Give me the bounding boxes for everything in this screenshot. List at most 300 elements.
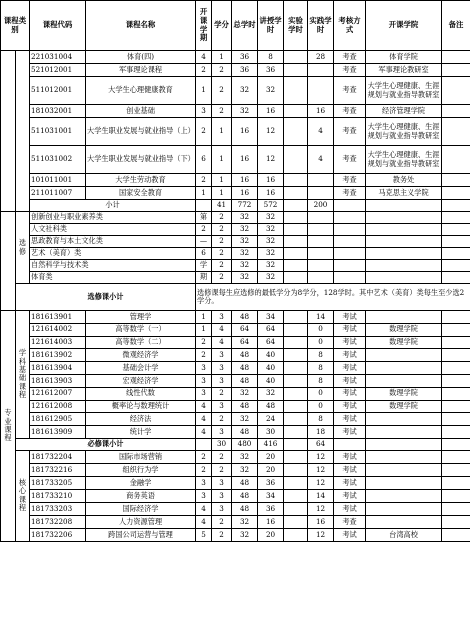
course-experiment-hours — [284, 174, 308, 187]
table-cell — [284, 236, 308, 248]
table-row — [1, 463, 470, 476]
course-name: 创业基础 — [86, 105, 196, 118]
course-credit: 2 — [212, 528, 232, 541]
category-elective: 选修 — [16, 212, 30, 284]
course-name: 国家安全教育 — [86, 187, 196, 200]
course-credit: 3 — [212, 426, 232, 439]
course-experiment-hours — [284, 349, 308, 362]
course-total-hours: 32 — [232, 77, 258, 105]
course-name: 管理学 — [86, 311, 196, 324]
course-total-hours: 32 — [232, 387, 258, 400]
course-total-hours: 64 — [232, 336, 258, 349]
course-code: 181613901 — [30, 311, 86, 324]
course-practice-hours — [308, 64, 334, 77]
table-row — [1, 362, 470, 375]
table-row — [1, 174, 470, 187]
course-lecture-hours: 20 — [258, 528, 284, 541]
course-college: 数理学院 — [366, 336, 442, 349]
course-semester: 2 — [196, 174, 212, 187]
elective-lecture: 32 — [258, 248, 284, 260]
table-cell — [334, 200, 366, 212]
elective-credit: 2 — [212, 260, 232, 272]
table-row — [1, 260, 470, 272]
table-row — [1, 336, 470, 349]
course-credit: 4 — [212, 336, 232, 349]
course-credit: 3 — [212, 349, 232, 362]
course-semester: 4 — [196, 400, 212, 413]
table-row — [1, 212, 470, 224]
course-code: 181613909 — [30, 426, 86, 439]
course-college: 军事理论教研室 — [366, 64, 442, 77]
course-college: 数理学院 — [366, 323, 442, 336]
table-cell — [334, 248, 366, 260]
course-name: 大学生劳动教育 — [86, 174, 196, 187]
course-code: 121614003 — [30, 336, 86, 349]
course-name: 国际市场营销 — [86, 450, 196, 463]
table-cell — [334, 236, 366, 248]
course-name: 高等数学（二） — [86, 336, 196, 349]
course-assessment: 考查 — [334, 118, 366, 146]
course-code: 181613903 — [30, 374, 86, 387]
course-experiment-hours — [284, 463, 308, 476]
course-credit: 2 — [212, 413, 232, 426]
course-practice-hours: 8 — [308, 374, 334, 387]
table-cell — [442, 248, 470, 260]
course-assessment: 考试 — [334, 400, 366, 413]
elective-item-name: 艺术（美育）类 — [30, 248, 196, 260]
course-assessment: 考试 — [334, 450, 366, 463]
table-cell — [366, 438, 442, 450]
header-assessment: 考核方式 — [334, 1, 366, 51]
course-total-hours: 48 — [232, 349, 258, 362]
course-assessment: 考试 — [334, 528, 366, 541]
foundation-subtotal-label: 必修课小计 — [16, 438, 196, 450]
table-row — [1, 387, 470, 400]
course-total-hours: 36 — [232, 51, 258, 64]
header-lecture-hours: 讲授学时 — [258, 1, 284, 51]
course-code: 181732216 — [30, 463, 86, 476]
course-total-hours: 32 — [232, 105, 258, 118]
course-code: 181032001 — [30, 105, 86, 118]
elective-credit: 2 — [212, 236, 232, 248]
table-row — [1, 224, 470, 236]
course-lecture-hours: 36 — [258, 502, 284, 515]
course-college — [366, 489, 442, 502]
course-name: 经济法 — [86, 413, 196, 426]
course-semester: 1 — [196, 187, 212, 200]
course-college: 教务处 — [366, 174, 442, 187]
course-remark — [442, 146, 470, 174]
course-practice-hours: 14 — [308, 311, 334, 324]
course-code: 511031001 — [30, 118, 86, 146]
course-practice-hours: 0 — [308, 387, 334, 400]
elective-credit: 2 — [212, 272, 232, 284]
course-credit: 2 — [212, 463, 232, 476]
course-practice-hours — [308, 187, 334, 200]
course-college — [366, 502, 442, 515]
course-remark — [442, 387, 470, 400]
elective-credit: 2 — [212, 212, 232, 224]
header-remark: 备注 — [442, 1, 470, 51]
course-total-hours: 48 — [232, 362, 258, 375]
subcategory-core: 核心课程 — [16, 450, 30, 541]
header-practice-hours: 实践学时 — [308, 1, 334, 51]
course-assessment: 考试 — [334, 362, 366, 375]
course-total-hours: 48 — [232, 476, 258, 489]
table-row — [1, 51, 470, 64]
general-subtotal-practice: 200 — [308, 200, 334, 212]
course-name: 体育(四) — [86, 51, 196, 64]
elective-note: 选修课每生应选修的最低学分为8学分，128学时。其中艺术（美育）类每生至少选2学分。 — [196, 284, 470, 311]
header-experiment-hours: 实验学时 — [284, 1, 308, 51]
elective-item-name: 体育类 — [30, 272, 196, 284]
course-total-hours: 32 — [232, 450, 258, 463]
course-experiment-hours — [284, 502, 308, 515]
course-name: 大学生职业发展与就业指导（下） — [86, 146, 196, 174]
course-credit: 2 — [212, 450, 232, 463]
course-remark — [442, 502, 470, 515]
course-remark — [442, 463, 470, 476]
elective-total: 32 — [232, 212, 258, 224]
header-college: 开课学院 — [366, 1, 442, 51]
course-experiment-hours — [284, 450, 308, 463]
course-code: 521012001 — [30, 64, 86, 77]
course-remark — [442, 400, 470, 413]
general-subtotal-experiment — [284, 200, 308, 212]
course-practice-hours: 12 — [308, 463, 334, 476]
table-cell — [308, 272, 334, 284]
course-remark — [442, 528, 470, 541]
general-subtotal-label: 小计 — [30, 200, 196, 212]
category-elective-outer — [1, 212, 16, 311]
table-cell — [308, 236, 334, 248]
table-cell — [366, 236, 442, 248]
course-credit: 3 — [212, 311, 232, 324]
course-lecture-hours: 34 — [258, 489, 284, 502]
course-lecture-hours: 20 — [258, 450, 284, 463]
elective-credit: 2 — [212, 248, 232, 260]
table-row — [1, 146, 470, 174]
course-college: 经济管理学院 — [366, 105, 442, 118]
course-assessment: 考试 — [334, 374, 366, 387]
course-semester: 3 — [196, 105, 212, 118]
course-total-hours: 32 — [232, 463, 258, 476]
table-row — [1, 105, 470, 118]
course-practice-hours: 0 — [308, 336, 334, 349]
table-row — [1, 272, 470, 284]
course-experiment-hours — [284, 336, 308, 349]
course-lecture-hours: 36 — [258, 64, 284, 77]
course-code: 221031004 — [30, 51, 86, 64]
foundation-subtotal-total: 480 — [232, 438, 258, 450]
table-cell — [196, 438, 212, 450]
course-practice-hours: 8 — [308, 349, 334, 362]
course-code: 181733210 — [30, 489, 86, 502]
elective-item-name: 思政教育与本土文化类 — [30, 236, 196, 248]
elective-semester-char: 2 — [196, 224, 212, 236]
course-semester: 4 — [196, 426, 212, 439]
course-lecture-hours: 40 — [258, 374, 284, 387]
course-college — [366, 515, 442, 528]
course-name: 大学生心理健康教育 — [86, 77, 196, 105]
course-credit: 1 — [212, 146, 232, 174]
course-assessment: 考试 — [334, 463, 366, 476]
table-cell — [334, 260, 366, 272]
table-cell — [442, 224, 470, 236]
course-remark — [442, 174, 470, 187]
course-semester: 2 — [196, 118, 212, 146]
course-college — [366, 463, 442, 476]
course-lecture-hours: 16 — [258, 105, 284, 118]
table-cell — [442, 212, 470, 224]
table-cell — [366, 224, 442, 236]
course-assessment: 考试 — [334, 426, 366, 439]
course-college: 大学生心理健康、生涯规划与就业指导教研室 — [366, 146, 442, 174]
course-credit: 2 — [212, 105, 232, 118]
table-row — [1, 77, 470, 105]
course-name: 高等数学（一） — [86, 323, 196, 336]
course-name: 商务英语 — [86, 489, 196, 502]
course-lecture-hours: 16 — [258, 515, 284, 528]
course-practice-hours: 12 — [308, 502, 334, 515]
course-name: 微观经济学 — [86, 349, 196, 362]
table-row — [1, 311, 470, 324]
course-code: 121612008 — [30, 400, 86, 413]
course-lecture-hours: 16 — [258, 187, 284, 200]
course-practice-hours — [308, 174, 334, 187]
table-cell — [366, 260, 442, 272]
table-cell — [284, 438, 308, 450]
course-total-hours: 48 — [232, 489, 258, 502]
course-college: 数理学院 — [366, 400, 442, 413]
course-practice-hours: 28 — [308, 51, 334, 64]
course-experiment-hours — [284, 146, 308, 174]
elective-item-name: 自然科学与技术类 — [30, 260, 196, 272]
course-semester: 2 — [196, 64, 212, 77]
elective-item-name: 人文社科类 — [30, 224, 196, 236]
course-semester: 2 — [196, 349, 212, 362]
elective-item-name: 创新创业与职业素养类 — [30, 212, 196, 224]
table-row — [1, 187, 470, 200]
header-credit: 学分 — [212, 1, 232, 51]
course-credit: 3 — [212, 476, 232, 489]
course-semester: 5 — [196, 528, 212, 541]
table-row — [1, 349, 470, 362]
course-lecture-hours: 24 — [258, 413, 284, 426]
elective-lecture: 32 — [258, 224, 284, 236]
course-code: 181732204 — [30, 450, 86, 463]
course-remark — [442, 476, 470, 489]
course-name: 概率论与数理统计 — [86, 400, 196, 413]
general-subtotal-total: 772 — [232, 200, 258, 212]
course-remark — [442, 77, 470, 105]
course-remark — [442, 362, 470, 375]
table-row — [1, 284, 470, 311]
course-code: 181732206 — [30, 528, 86, 541]
course-assessment: 考查 — [334, 51, 366, 64]
table-cell — [366, 212, 442, 224]
course-remark — [442, 349, 470, 362]
course-credit: 2 — [212, 77, 232, 105]
course-remark — [442, 336, 470, 349]
course-name: 宏观经济学 — [86, 374, 196, 387]
course-practice-hours: 12 — [308, 528, 334, 541]
elective-semester-char: 第 — [196, 212, 212, 224]
course-experiment-hours — [284, 413, 308, 426]
elective-semester-char: — — [196, 236, 212, 248]
table-cell — [334, 212, 366, 224]
course-lecture-hours: 36 — [258, 476, 284, 489]
course-college: 大学生心理健康、生涯规划与就业指导教研室 — [366, 77, 442, 105]
table-cell — [284, 212, 308, 224]
course-remark — [442, 118, 470, 146]
course-name: 组织行为学 — [86, 463, 196, 476]
course-code: 181612905 — [30, 413, 86, 426]
course-practice-hours: 16 — [308, 515, 334, 528]
course-remark — [442, 413, 470, 426]
elective-subtotal-label: 选修课小计 — [16, 284, 196, 311]
course-assessment: 考试 — [334, 476, 366, 489]
course-college: 大学生心理健康、生涯规划与就业指导教研室 — [366, 118, 442, 146]
course-lecture-hours: 32 — [258, 77, 284, 105]
course-assessment: 考试 — [334, 489, 366, 502]
course-assessment: 考查 — [334, 174, 366, 187]
course-experiment-hours — [284, 387, 308, 400]
elective-total: 32 — [232, 272, 258, 284]
table-row — [1, 200, 470, 212]
table-row — [1, 489, 470, 502]
course-credit: 1 — [212, 118, 232, 146]
elective-total: 32 — [232, 236, 258, 248]
course-experiment-hours — [284, 311, 308, 324]
course-assessment: 考试 — [334, 413, 366, 426]
course-practice-hours: 0 — [308, 323, 334, 336]
course-credit: 2 — [212, 515, 232, 528]
course-semester: 3 — [196, 476, 212, 489]
course-assessment: 考查 — [334, 515, 366, 528]
course-college — [366, 362, 442, 375]
course-code: 181733205 — [30, 476, 86, 489]
course-code: 101011001 — [30, 174, 86, 187]
table-cell — [442, 272, 470, 284]
course-total-hours: 16 — [232, 146, 258, 174]
foundation-subtotal-lecture: 416 — [258, 438, 284, 450]
header-category: 课程类别 — [1, 1, 30, 51]
elective-total: 32 — [232, 248, 258, 260]
course-semester: 1 — [196, 311, 212, 324]
course-practice-hours: 8 — [308, 362, 334, 375]
course-practice-hours: 18 — [308, 426, 334, 439]
elective-lecture: 32 — [258, 212, 284, 224]
course-college — [366, 476, 442, 489]
table-row — [1, 323, 470, 336]
course-credit: 2 — [212, 64, 232, 77]
course-assessment: 考查 — [334, 105, 366, 118]
table-cell — [308, 260, 334, 272]
course-semester: 6 — [196, 146, 212, 174]
course-assessment: 考试 — [334, 323, 366, 336]
table-cell — [366, 272, 442, 284]
course-experiment-hours — [284, 77, 308, 105]
table-row — [1, 476, 470, 489]
course-experiment-hours — [284, 489, 308, 502]
course-code: 181613902 — [30, 349, 86, 362]
elective-semester-char: 学 — [196, 260, 212, 272]
table-row — [1, 236, 470, 248]
course-remark — [442, 51, 470, 64]
course-lecture-hours: 20 — [258, 463, 284, 476]
table-row — [1, 413, 470, 426]
elective-semester-char: 期 — [196, 272, 212, 284]
table-cell — [308, 212, 334, 224]
course-college — [366, 450, 442, 463]
course-practice-hours: 16 — [308, 105, 334, 118]
course-semester: 1 — [196, 323, 212, 336]
table-row — [1, 426, 470, 439]
elective-lecture: 32 — [258, 236, 284, 248]
elective-total: 32 — [232, 260, 258, 272]
elective-credit: 2 — [212, 224, 232, 236]
course-assessment: 考查 — [334, 146, 366, 174]
course-lecture-hours: 64 — [258, 336, 284, 349]
course-total-hours: 48 — [232, 502, 258, 515]
subcategory-general — [16, 51, 30, 212]
header-semester: 开课学期 — [196, 1, 212, 51]
course-college — [366, 426, 442, 439]
course-semester: 4 — [196, 515, 212, 528]
course-name: 金融学 — [86, 476, 196, 489]
course-semester: 3 — [196, 489, 212, 502]
general-subtotal-credit: 41 — [212, 200, 232, 212]
course-credit: 4 — [212, 323, 232, 336]
course-credit: 3 — [212, 362, 232, 375]
course-experiment-hours — [284, 187, 308, 200]
course-semester: 4 — [196, 502, 212, 515]
course-credit: 1 — [212, 174, 232, 187]
course-lecture-hours: 48 — [258, 400, 284, 413]
course-total-hours: 48 — [232, 426, 258, 439]
table-cell — [284, 248, 308, 260]
course-total-hours: 64 — [232, 323, 258, 336]
table-cell — [284, 224, 308, 236]
subcategory-foundation: 学科基础课程 — [16, 311, 30, 439]
course-name: 大学生职业发展与就业指导（上） — [86, 118, 196, 146]
course-credit: 1 — [212, 51, 232, 64]
course-credit: 3 — [212, 374, 232, 387]
course-total-hours: 36 — [232, 64, 258, 77]
course-remark — [442, 187, 470, 200]
course-assessment: 考试 — [334, 349, 366, 362]
header-total-hours: 总学时 — [232, 1, 258, 51]
course-credit: 3 — [212, 502, 232, 515]
table-row — [1, 118, 470, 146]
course-assessment: 考试 — [334, 387, 366, 400]
elective-total: 32 — [232, 224, 258, 236]
course-total-hours: 48 — [232, 311, 258, 324]
course-semester: 2 — [196, 450, 212, 463]
course-total-hours: 32 — [232, 528, 258, 541]
course-code: 121614002 — [30, 323, 86, 336]
table-cell — [334, 438, 366, 450]
course-total-hours: 16 — [232, 118, 258, 146]
table-row — [1, 374, 470, 387]
course-lecture-hours: 12 — [258, 118, 284, 146]
course-remark — [442, 374, 470, 387]
course-lecture-hours: 40 — [258, 349, 284, 362]
general-subtotal-semester — [196, 200, 212, 212]
course-total-hours: 32 — [232, 413, 258, 426]
course-practice-hours: 0 — [308, 400, 334, 413]
